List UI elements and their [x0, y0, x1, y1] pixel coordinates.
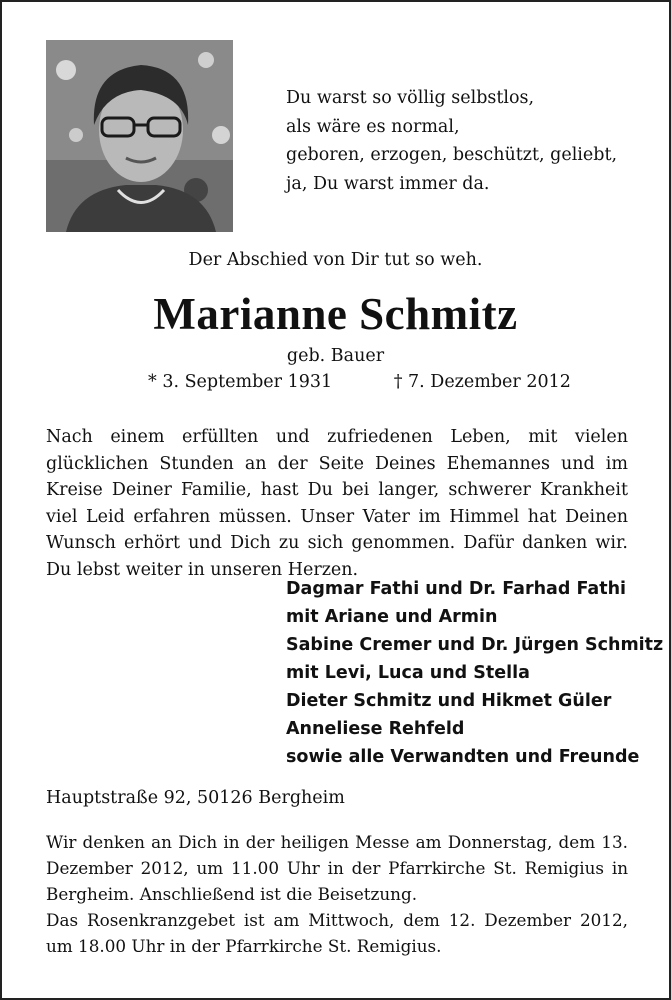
rosary-info: Das Rosenkranzgebet ist am Mittwoch, dem 12. Dezember 2012, um 18.00 Uhr in der Pfarrkirche St. Remigius. [46, 910, 628, 956]
mourner-line: mit Ariane und Armin [286, 607, 498, 627]
maiden-name: geb. Bauer [286, 346, 385, 366]
mourner-line: Dagmar Fathi und Dr. Farhad Fathi [286, 579, 627, 599]
poem-line: ja, Du warst immer da. [286, 173, 490, 194]
memorial-text-body: Nach einem erfüllten und zufriedenen Leben, mit vielen glücklichen Stunden an der Seite Deines Ehemannes und im Kreise Deiner Familie, hast Du bei langer, schwerer Krankheit viel Leid erfahren müssen. Unser Vater im Himmel hat Deinen Wunsch erhört und Dich zu sich genommen. Dafür danken wir. Du lebst weiter in unseren Herzen. [46, 427, 628, 580]
poem-line: Du warst so völlig selbstlos, [286, 88, 535, 108]
address: Hauptstraße 92, 50126 Bergheim [46, 788, 345, 808]
poem-line: als wäre es normal, [286, 116, 460, 137]
poem [286, 84, 617, 198]
service-info [46, 829, 628, 959]
mourner-line: Dieter Schmitz und Hikmet Güler [286, 691, 612, 711]
portrait-photo [46, 40, 233, 232]
birth-date: * 3. September 1931 [148, 372, 333, 392]
mass-info: Wir denken an Dich in der heiligen Messe am Donnerstag, dem 13. Dezember 2012, um 11.00 Uhr in der Pfarrkirche St. Remigius in Bergheim. Anschließend ist die Beisetzung. [46, 832, 628, 904]
deceased-name: Marianne Schmitz [153, 289, 518, 339]
life-dates [148, 372, 571, 392]
mourner-line: Sabine Cremer und Dr. Jürgen Schmitz [286, 635, 664, 655]
farewell-line: Der Abschied von Dir tut so weh. [188, 250, 483, 270]
poem-line: geboren, erzogen, beschützt, geliebt, [286, 145, 618, 165]
mourner-line: mit Levi, Luca und Stella [286, 663, 530, 683]
memorial-text [46, 424, 628, 583]
mourner-line: Anneliese Rehfeld [286, 719, 465, 739]
death-date: † 7. Dezember 2012 [393, 372, 571, 392]
mourner-line: sowie alle Verwandten und Freunde [286, 747, 640, 767]
mourners-list [286, 575, 663, 771]
